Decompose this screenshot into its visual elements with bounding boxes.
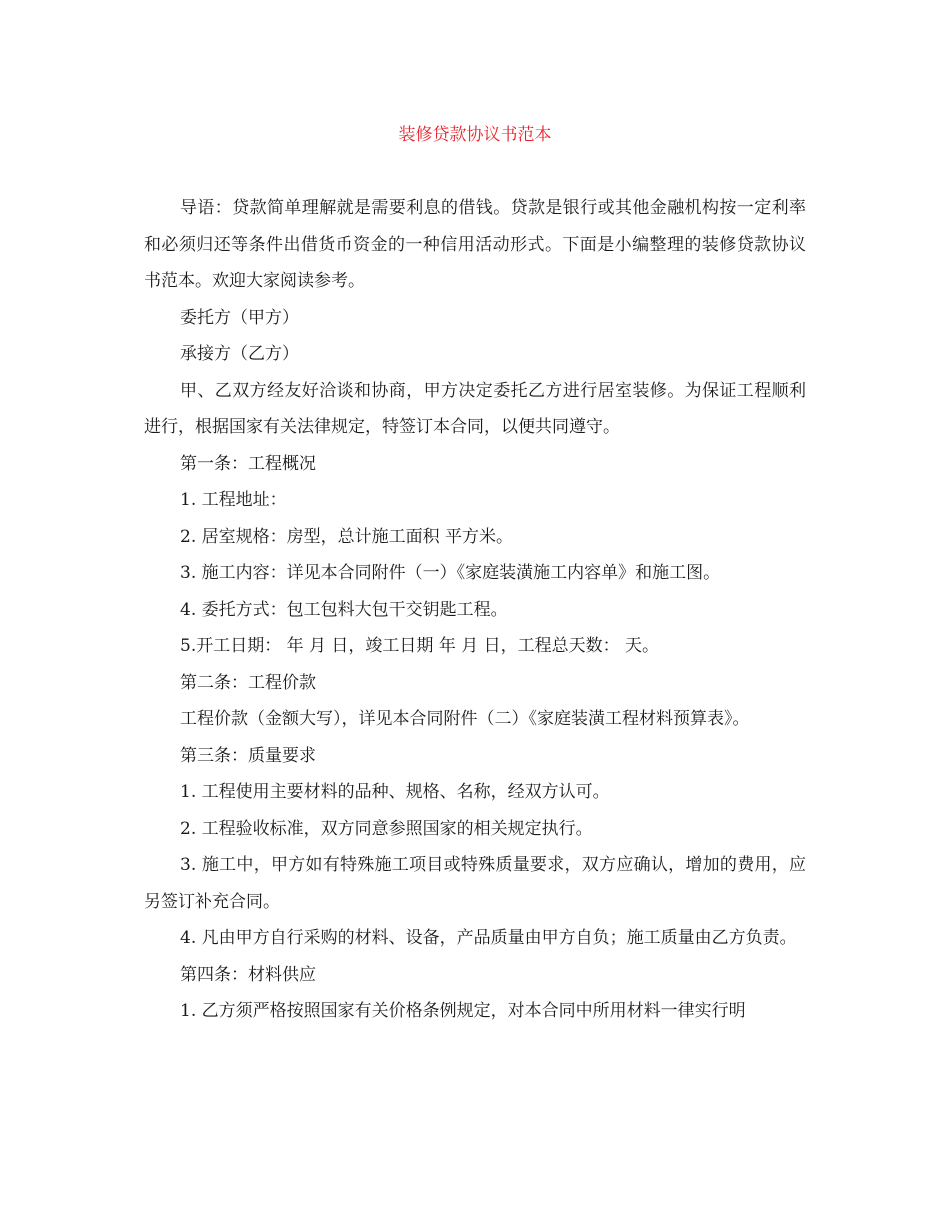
document-title: 装修贷款协议书范本 bbox=[398, 125, 552, 145]
paragraph-preamble: 甲、乙双方经友好洽谈和协商，甲方决定委托乙方进行居室装修。为保证工程顺利进行，根据国家有关法律规定，特签订本合同，以便共同遵守。 bbox=[144, 380, 806, 437]
clause-2-1: 工程价款（金额大写），详见本合同附件（二）《家庭装潢工程材料预算表》。 bbox=[180, 709, 750, 729]
clause-1-5: 5.开工日期： 年 月 日，竣工日期 年 月 日，工程总天数： 天。 bbox=[180, 636, 660, 656]
clause-3-4: 4. 凡由甲方自行采购的材料、设备，产品质量由甲方自负；施工质量由乙方负责。 bbox=[180, 928, 797, 948]
clause-1-4: 4. 委托方式：包工包料大包干交钥匙工程。 bbox=[180, 599, 508, 620]
paragraph-intro: 导语：贷款简单理解就是需要利息的借钱。贷款是银行或其他金融机构按一定利率和必须归还等条件出借货币资金的一种信用活动形式。下面是小编整理的装修贷款协议书范本。欢迎大家阅读参考。 bbox=[144, 198, 806, 291]
clause-4-1: 1. 乙方须严格按照国家有关价格条例规定，对本合同中所用材料一律实行明 bbox=[180, 1001, 746, 1021]
document-body bbox=[144, 190, 806, 1030]
clause-3-1: 1. 工程使用主要材料的品种、规格、名称，经双方认可。 bbox=[180, 782, 610, 802]
paragraph-party-a: 委托方（甲方） bbox=[180, 307, 299, 328]
section-heading-3: 第三条：质量要求 bbox=[180, 745, 316, 766]
paragraph-party-b: 承接方（乙方） bbox=[180, 344, 299, 364]
section-heading-2: 第二条：工程价款 bbox=[180, 672, 316, 693]
clause-3-2: 2. 工程验收标准，双方同意参照国家的相关规定执行。 bbox=[180, 818, 593, 839]
clause-1-3: 3. 施工内容：详见本合同附件（一）《家庭装潢施工内容单》和施工图。 bbox=[180, 563, 721, 583]
clause-1-1: 1. 工程地址： bbox=[180, 490, 287, 510]
section-heading-4: 第四条：材料供应 bbox=[180, 964, 316, 985]
section-heading-1: 第一条：工程概况 bbox=[180, 453, 316, 474]
clause-3-3: 3. 施工中，甲方如有特殊施工项目或特殊质量要求，双方应确认，增加的费用，应另签订补充合同。 bbox=[144, 855, 806, 912]
clause-1-2: 2. 居室规格：房型，总计施工面积 平方米。 bbox=[180, 526, 514, 547]
